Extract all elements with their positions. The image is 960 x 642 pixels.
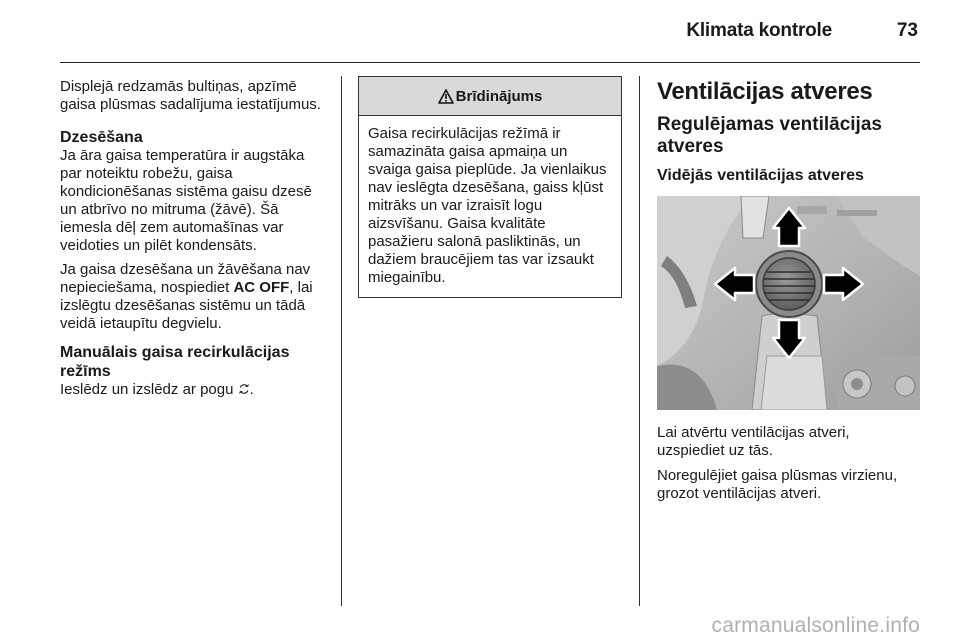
warning-text: Gaisa recirkulācijas režīmā ir samazināta gaisa apmaiņa un svaiga gaisa pieplūde. Ja vienlaikus nav ieslēgta dzesēšana, gaiss kļūst mitrāks un var izraisīt logu aizsvīšanu. Gaisa kvalitāte pasažieru salonā pasliktinās, un dažiem braucējiem tas var izsaukt miegainību.	[368, 125, 607, 286]
page-header	[60, 0, 920, 63]
adjustable-vents-heading: Regulējamas ventilācijas atveres	[657, 114, 882, 157]
section-title: Klimata kontrole	[686, 20, 832, 41]
open-vent-paragraph: Lai atvērtu ventilācijas atveri, uzspiediet uz tās.	[657, 424, 850, 459]
warning-header	[359, 77, 621, 116]
recirculation-paragraph: Ieslēdz un izslēdz ar pogu .	[60, 381, 254, 398]
recirculation-heading: Manuālais gaisa recirkulācijas režīms	[60, 344, 290, 380]
column-right-text	[657, 424, 919, 510]
adjust-vent-paragraph: Noregulējiet gaisa plūsmas virzienu, grozot ventilācijas atveri.	[657, 467, 898, 502]
column-divider-2	[639, 76, 640, 606]
warning-triangle-icon	[438, 89, 454, 104]
column-right-headings	[657, 78, 919, 185]
intro-paragraph: Displejā redzamās bultiņas, apzīmē gaisa plūsmas sadalījuma iestatījumus.	[60, 78, 321, 113]
column-divider-1	[341, 76, 342, 606]
warning-title: Brīdinājums	[455, 87, 543, 105]
recirculation-icon	[238, 382, 250, 394]
recirculation-text: Ieslēdz un izslēdz ar pogu	[60, 381, 234, 398]
dehumidification-paragraph: Ja āra gaisa temperatūra ir augstāka par noteiktu robežu, gaisa kondicionēšanas sistēma gaisu dzesē un atbrīvo no mitruma (žāvē). Šā iemesla dēļ zem automašīnas var veidoties un pilēt kondensāts.	[60, 147, 312, 254]
page-number: 73	[896, 20, 918, 41]
center-vents-heading: Vidējās ventilācijas atveres	[657, 167, 864, 184]
dehumidification-heading: Dzesēšana	[60, 129, 143, 146]
vents-heading: Ventilācijas atveres	[657, 78, 873, 105]
ac-text-after: , lai izslēgtu dzesēšanas sistēmu un tādā veidā ietaupītu degvielu.	[60, 279, 313, 332]
ac-off-label: AC OFF	[233, 279, 290, 296]
watermark-text: carmanualsonline.info	[711, 614, 920, 637]
column-left	[60, 78, 328, 405]
center-vent-illustration	[657, 196, 920, 410]
warning-box	[358, 76, 622, 298]
ac-off-paragraph	[60, 261, 328, 333]
ac-text-before: Ja gaisa dzesēšana un žāvēšana nav nepieciešama, nospiediet	[60, 261, 311, 296]
